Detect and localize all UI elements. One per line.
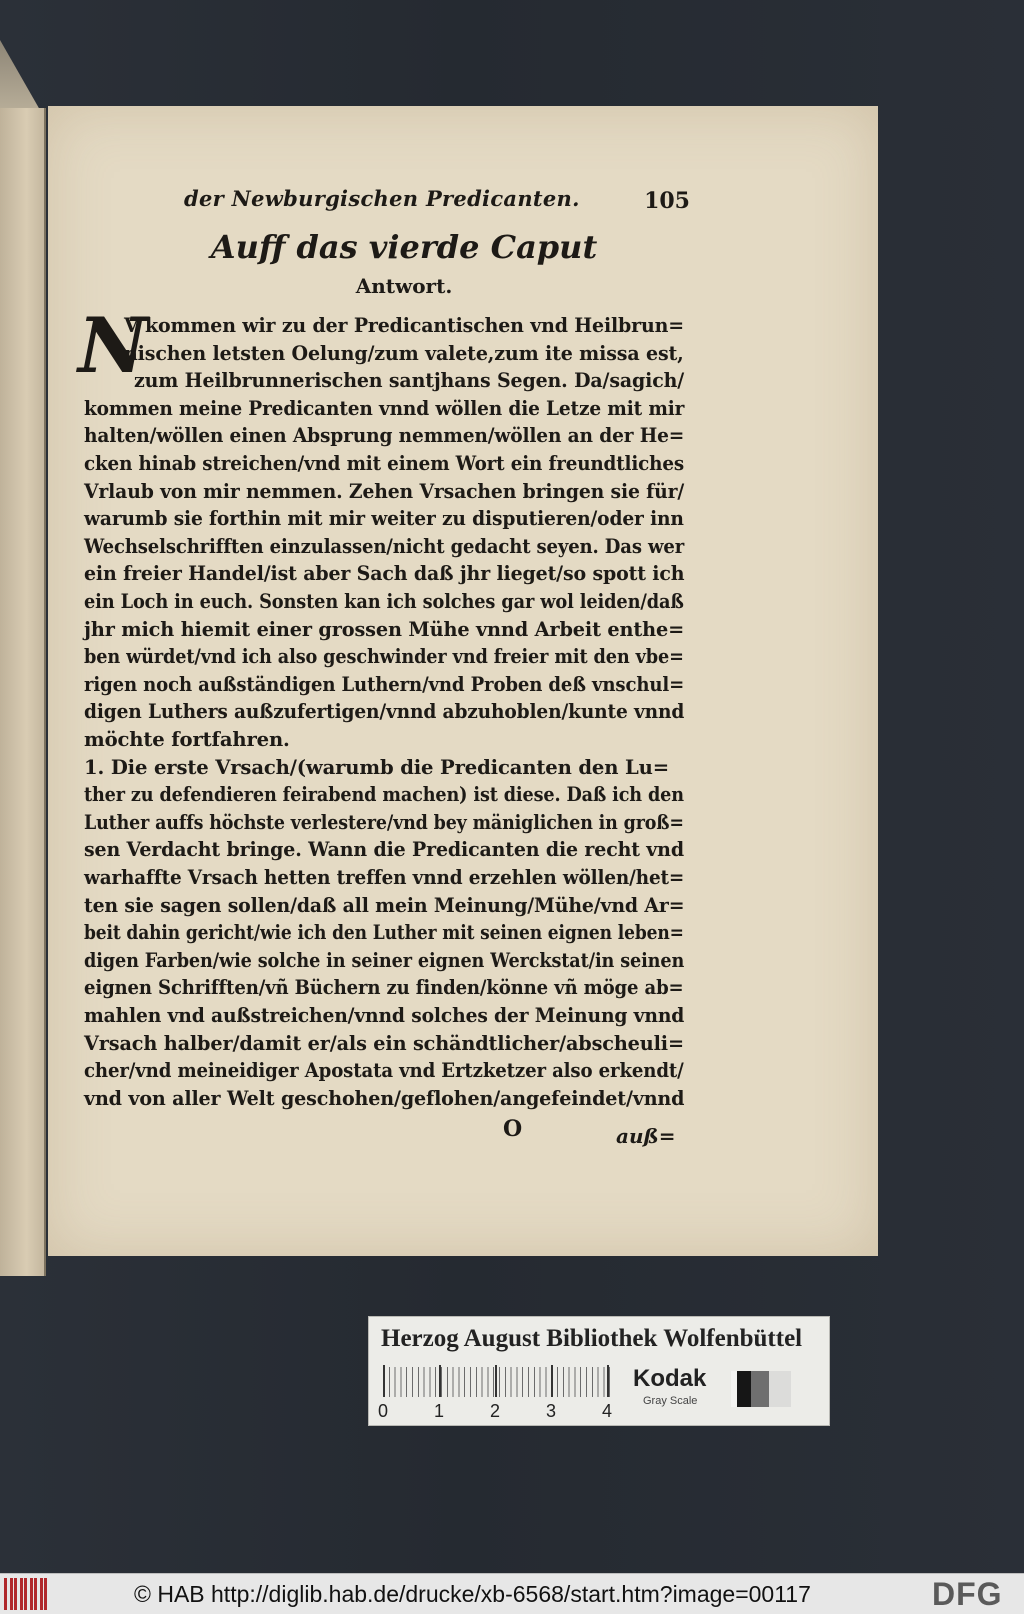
text-line: ben würdet/vnd ich also geschwinder vnd freier mit den vbe= bbox=[84, 645, 684, 669]
barcode-bar bbox=[40, 1578, 43, 1610]
ruler-major-tick bbox=[607, 1365, 609, 1397]
text-line: warhaffte Vrsach hetten treffen vnnd erzehlen wöllen/het= bbox=[84, 866, 685, 889]
ruler-major-tick bbox=[439, 1365, 441, 1397]
text-line: beit dahin gericht/wie ich den Luther mit seinen eignen leben= bbox=[84, 921, 684, 945]
text-line: jhr mich hiemit einer grossen Mühe vnnd Arbeit enthe= bbox=[84, 617, 685, 641]
gray-patch-light bbox=[769, 1371, 791, 1407]
text-line: V kommen wir zu der Predicantischen vnd Heilbrun= bbox=[124, 314, 684, 337]
text-line: cken hinab streichen/vnd mit einem Wort ein freundtliches bbox=[84, 452, 685, 475]
text-line: cher/vnd meineidiger Apostata vnd Ertzketzer also erkendt/ bbox=[84, 1059, 684, 1083]
barcode-bar bbox=[34, 1578, 37, 1610]
text-line: digen Luthers außzufertigen/vnnd abzuhoblen/kunte vnnd bbox=[84, 700, 685, 724]
text-line: ten sie sagen sollen/daß all mein Meinung/Mühe/vnd Ar= bbox=[84, 893, 685, 917]
text-line: nischen letsten Oelung/zum valete,zum ite missa est, bbox=[124, 341, 684, 365]
ruler-labels bbox=[369, 1401, 629, 1423]
page-number: 105 bbox=[644, 188, 690, 214]
text-line: Luther auffs höchste verlestere/vnd bey mäniglichen in groß= bbox=[84, 810, 684, 834]
text-line: ther zu defendieren feirabend machen) ist diese. Daß ich den bbox=[84, 783, 684, 807]
text-line: ein freier Handel/ist aber Sach daß jhr lieget/so spott ich bbox=[84, 562, 685, 586]
page-text-block bbox=[48, 106, 878, 1256]
barcode-bar bbox=[44, 1578, 47, 1610]
ruler-major-tick bbox=[495, 1365, 497, 1397]
catchword: auß= bbox=[616, 1124, 676, 1148]
institution-name: Herzog August Bibliothek Wolfenbüttel bbox=[381, 1325, 803, 1352]
text-line: zum Heilbrunnerischen santjhans Segen. Da/sagich/ bbox=[134, 369, 685, 393]
ruler-label: 1 bbox=[433, 1401, 444, 1421]
text-line: Wechselschrifften einzulassen/nicht gedacht seyen. Das wer bbox=[84, 534, 685, 558]
text-line: mahlen vnd außstreichen/vnnd solches der Meinung vnnd bbox=[84, 1004, 685, 1027]
gray-patch-dark bbox=[751, 1371, 769, 1407]
text-line: halten/wöllen einen Absprung nemmen/wöllen an der He= bbox=[84, 424, 685, 448]
ruler-major-ticks bbox=[383, 1365, 615, 1397]
barcode-bar bbox=[24, 1578, 27, 1610]
dfg-logo: DFG bbox=[932, 1576, 1003, 1612]
color-calibration-bar bbox=[368, 1316, 830, 1426]
text-line: Vrsach halber/damit er/als ein schändtlicher/abscheuli= bbox=[84, 1031, 684, 1055]
text-line: möchte fortfahren. bbox=[84, 728, 290, 751]
text-line: vnd von aller Welt geschohen/geflohen/angefeindet/vnnd bbox=[84, 1086, 685, 1110]
ruler-label: 2 bbox=[489, 1401, 500, 1421]
facing-page-edge bbox=[0, 108, 46, 1276]
gray-patch-black bbox=[737, 1371, 751, 1407]
gray-scale-label: Gray Scale bbox=[643, 1395, 698, 1407]
barcode-bar bbox=[4, 1578, 7, 1610]
text-line: digen Farben/wie solche in seiner eignen Werckstat/in seinen bbox=[84, 948, 685, 972]
text-line: eignen Schrifften/vñ Büchern zu finden/könne vñ möge ab= bbox=[84, 976, 684, 1000]
ruler-major-tick bbox=[383, 1365, 385, 1397]
running-head: der Newburgischen Predicanten. bbox=[184, 186, 580, 211]
gray-patches bbox=[731, 1371, 791, 1407]
text-line: warumb sie forthin mit mir weiter zu disputieren/oder inn bbox=[84, 507, 684, 531]
text-line: sen Verdacht bringe. Wann die Predicanten die recht vnd bbox=[84, 838, 684, 862]
ruler-label: 0 bbox=[377, 1401, 388, 1421]
footer-bar bbox=[0, 1573, 1024, 1614]
barcode-bar bbox=[14, 1578, 17, 1610]
drop-cap: N bbox=[78, 301, 148, 390]
text-line: rigen noch außständigen Luthern/vnd Proben deß vnschul= bbox=[84, 672, 685, 696]
text-line: Vrlaub von mir nemmen. Zehen Vrsachen bringen sie für/ bbox=[84, 479, 685, 503]
chapter-subtitle: Antwort. bbox=[355, 274, 453, 298]
signature-mark: O bbox=[503, 1116, 523, 1142]
hab-barcode-icon bbox=[4, 1578, 48, 1610]
barcode-bar bbox=[30, 1578, 33, 1610]
chapter-title: Auff das vierde Caput bbox=[210, 228, 598, 266]
text-line: 1. Die erste Vrsach/(warumb die Predicanten den Lu= bbox=[84, 755, 669, 779]
text-line: kommen meine Predicanten vnnd wöllen die Letze mit mir bbox=[84, 396, 685, 420]
ruler-label: 4 bbox=[601, 1401, 612, 1421]
kodak-logo: Kodak bbox=[633, 1365, 707, 1392]
text-line: ein Loch in euch. Sonsten kan ich solches gar wol leiden/daß bbox=[84, 590, 684, 613]
ruler-major-tick bbox=[551, 1365, 553, 1397]
ruler-label: 3 bbox=[545, 1401, 556, 1421]
book-page bbox=[48, 106, 878, 1256]
footer-credit: © HAB http://diglib.hab.de/drucke/xb-6568/start.htm?image=00117 bbox=[134, 1581, 811, 1607]
barcode-bar bbox=[10, 1578, 13, 1610]
barcode-bar bbox=[20, 1578, 23, 1610]
